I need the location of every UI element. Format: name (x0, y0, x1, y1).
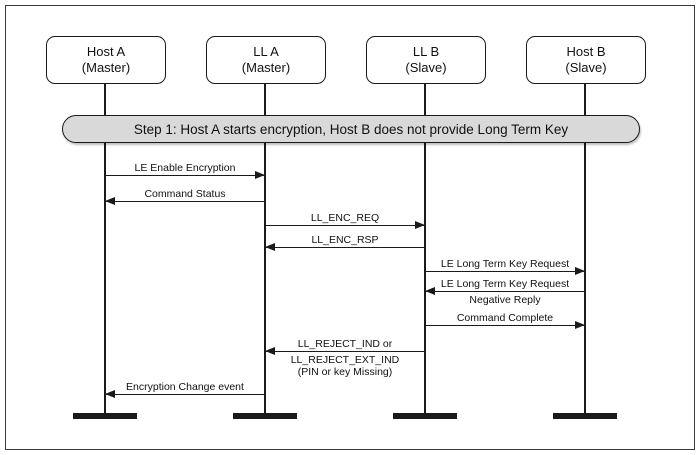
actor-role: (Master) (241, 60, 291, 75)
actor-role: (Slave) (405, 60, 447, 75)
termination-bar-ll-a (233, 413, 297, 419)
message-arrow-right (105, 175, 265, 176)
message-arrow-right (425, 271, 585, 272)
message-arrow-left (265, 247, 425, 248)
message-label: LE Long Term Key Request (440, 278, 570, 290)
message-arrow-right (265, 225, 425, 226)
actor-name: Host A (86, 44, 126, 59)
actor-role: (Master) (81, 60, 131, 75)
message-label: LE Long Term Key Request (440, 258, 570, 270)
termination-bar-ll-b (393, 413, 457, 419)
message-label: LL_ENC_RSP (311, 234, 379, 246)
message-label-line2: LL_REJECT_EXT_IND (290, 354, 400, 366)
message-label-line2: Negative Reply (469, 294, 541, 306)
termination-bar-host-a (73, 413, 137, 419)
message-arrow-left (265, 351, 425, 352)
actor-name: LL B (412, 44, 440, 59)
message-label: Encryption Change event (126, 381, 244, 393)
actor-name: LL A (253, 44, 279, 59)
actor-name: Host B (566, 44, 606, 59)
actor-box-host-b (526, 36, 646, 84)
message-label-line3: (PIN or key Missing) (297, 366, 393, 378)
message-arrow-left (425, 291, 585, 292)
actor-box-ll-a (206, 36, 326, 84)
actor-box-host-a (46, 36, 166, 84)
message-label: Command Complete (456, 312, 554, 324)
message-label: LL_ENC_REQ (310, 212, 380, 224)
message-label: LE Enable Encryption (134, 162, 236, 174)
step-banner: Step 1: Host A starts encryption, Host B does not provide Long Term Key (62, 115, 640, 143)
message-arrow-left (105, 394, 265, 395)
message-label: Command Status (144, 188, 226, 200)
actor-role: (Slave) (565, 60, 607, 75)
message-arrow-left (105, 201, 265, 202)
termination-bar-host-b (553, 413, 617, 419)
message-label: LL_REJECT_IND or (297, 338, 393, 350)
actor-box-ll-b (366, 36, 486, 84)
message-arrow-right (425, 325, 585, 326)
